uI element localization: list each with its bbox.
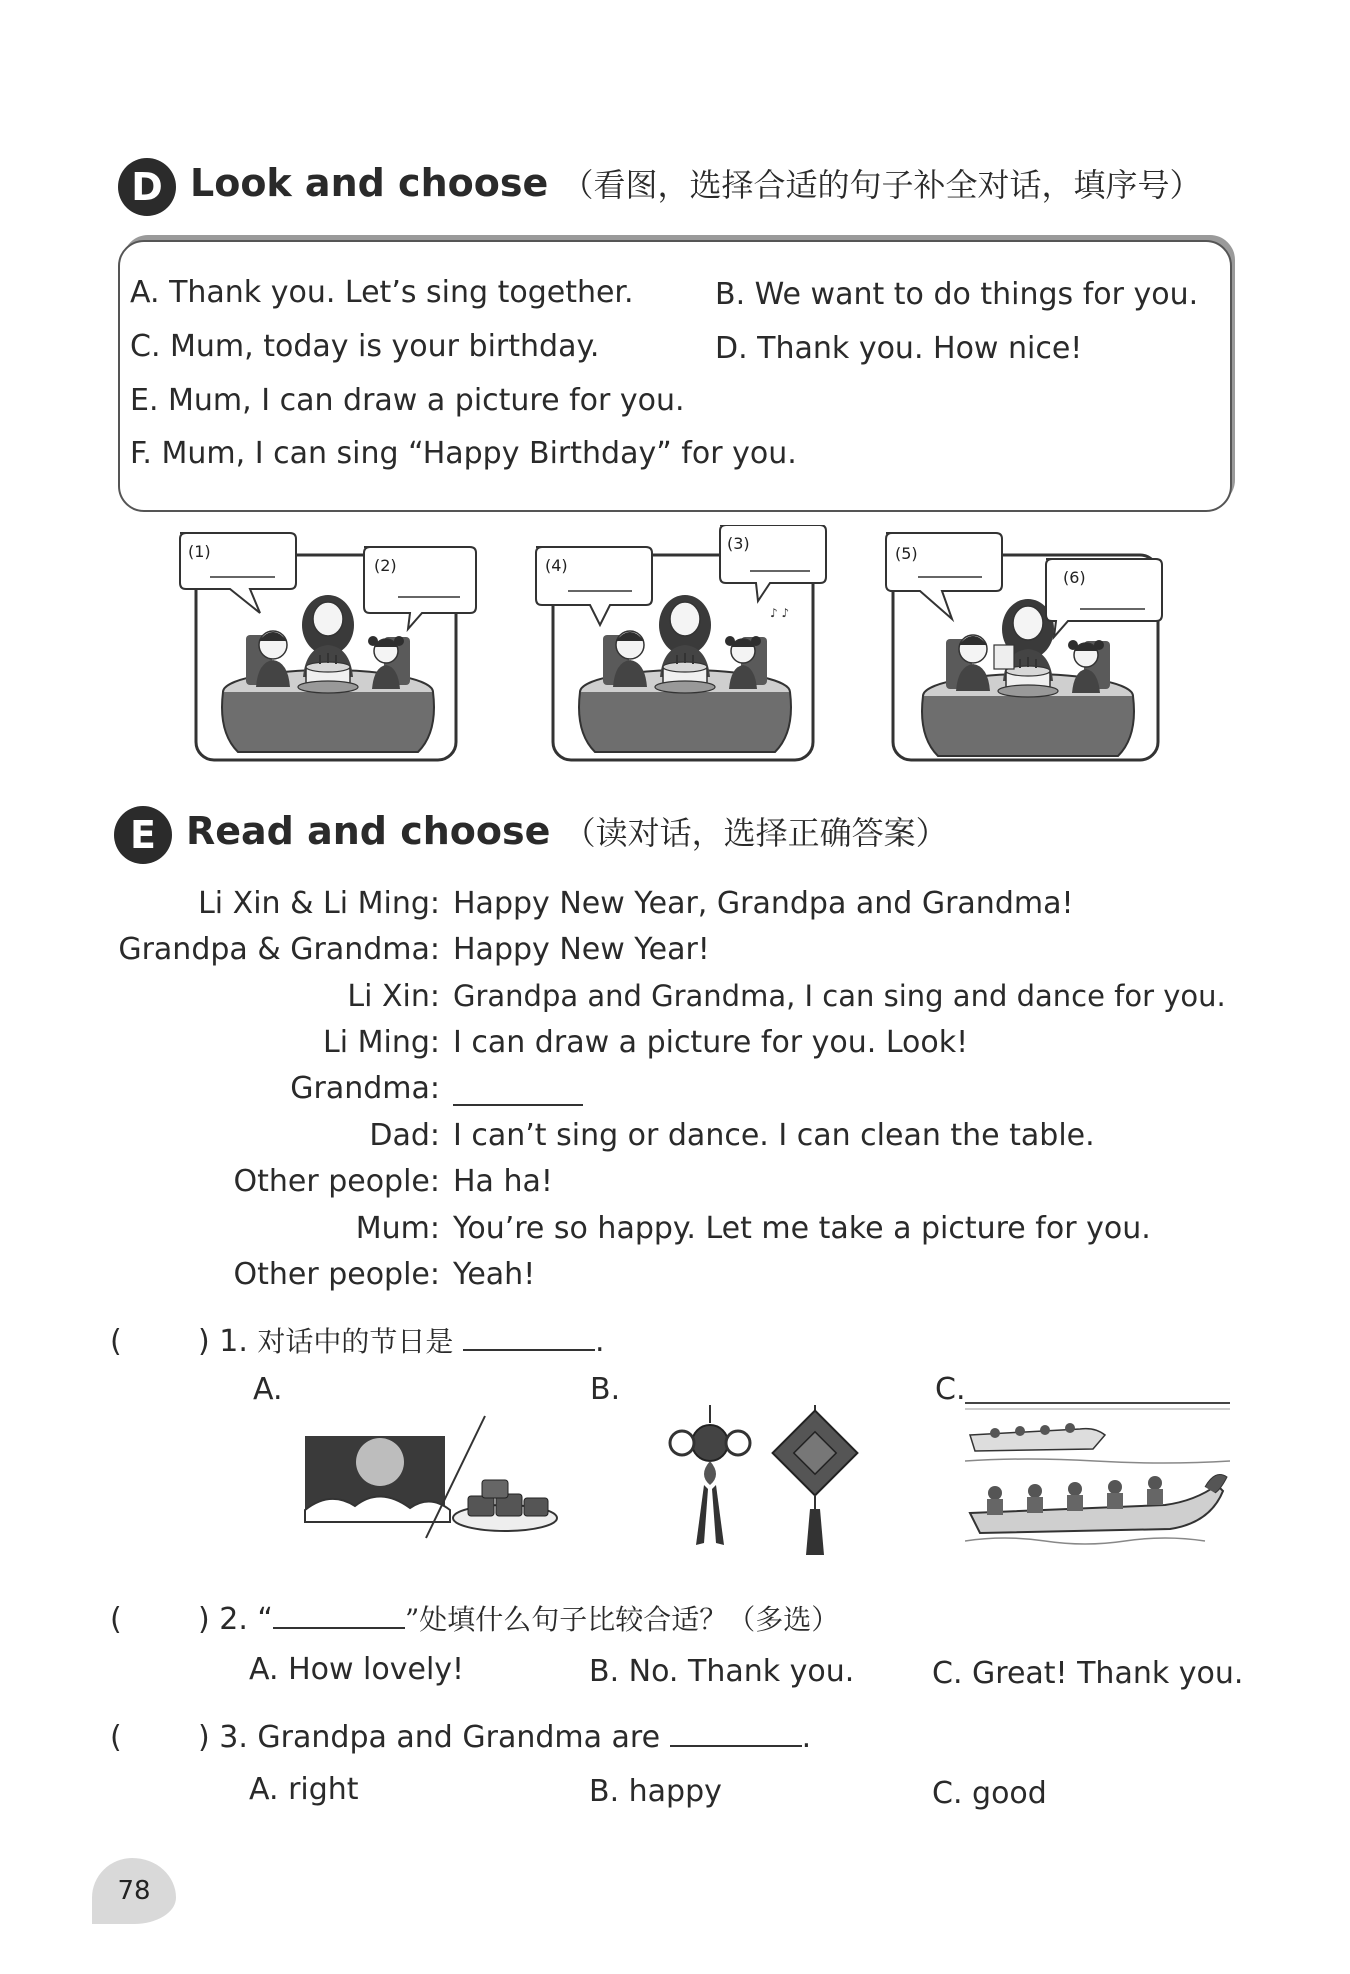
option-b: B. We want to do things for you. xyxy=(715,277,1199,312)
question-1 xyxy=(110,1320,605,1360)
dialogue-speaker-7: Other people: xyxy=(233,1164,440,1199)
q1-choice-a-label: A. xyxy=(253,1372,283,1407)
q1-choice-c-label: C. xyxy=(935,1372,966,1407)
question-2-text: ”处填什么句子比较合适？（多选） xyxy=(404,1603,840,1636)
question-1-text: 对话中的节日是 xyxy=(257,1325,454,1358)
q3-choice-b: B. happy xyxy=(589,1774,722,1809)
dialogue-line-6: I can’t sing or dance. I can clean the table. xyxy=(453,1118,1095,1153)
q2-choice-c: C. Great! Thank you. xyxy=(932,1656,1244,1691)
question-3-number: 3. xyxy=(219,1720,248,1755)
section-e-badge: E xyxy=(114,806,172,864)
dialogue-line-7: Ha ha! xyxy=(453,1164,553,1199)
question-1-paren[interactable]: ( ) xyxy=(110,1324,210,1359)
q1-choice-b-label: B. xyxy=(590,1372,621,1407)
section-d-title-text: Look and choose xyxy=(190,161,549,205)
section-e-title-text: Read and choose xyxy=(186,809,551,853)
chinese-knot-image xyxy=(650,1405,875,1555)
question-3-blank xyxy=(670,1745,802,1747)
section-d-title xyxy=(190,160,1202,206)
question-2 xyxy=(110,1598,839,1638)
dialogue-line-8: You’re so happy. Let me take a picture for you. xyxy=(453,1211,1151,1246)
dialogue-speaker-1: Li Xin & Li Ming: xyxy=(198,886,440,921)
option-d: D. Thank you. How nice! xyxy=(715,331,1083,366)
question-1-number: 1. xyxy=(219,1324,248,1359)
dialogue-line-1: Happy New Year, Grandpa and Grandma! xyxy=(453,886,1074,921)
option-f: F. Mum, I can sing “Happy Birthday” for you. xyxy=(130,436,797,471)
question-3-end: . xyxy=(801,1720,812,1755)
dialogue-line-2: Happy New Year! xyxy=(453,932,710,967)
section-e-subtitle: （读对话，选择正确答案） xyxy=(563,814,948,852)
question-1-end: . xyxy=(594,1324,605,1359)
question-2-blank xyxy=(273,1627,405,1629)
option-c: C. Mum, today is your birthday. xyxy=(130,329,600,364)
bubble-2-label: (2) xyxy=(374,556,397,575)
section-d-badge: D xyxy=(118,158,176,216)
q3-choice-c: C. good xyxy=(932,1776,1047,1811)
section-e-title xyxy=(186,808,948,854)
dragon-boat-image xyxy=(965,1395,1230,1555)
question-1-blank xyxy=(463,1349,595,1351)
bubble-4-label: (4) xyxy=(545,556,568,575)
grandma-answer-blank[interactable] xyxy=(453,1104,583,1106)
dialogue-speaker-4: Li Ming: xyxy=(323,1025,440,1060)
birthday-illustrations xyxy=(170,525,1170,765)
question-3-text: Grandpa and Grandma are xyxy=(257,1720,661,1755)
page-number: 78 xyxy=(92,1858,176,1924)
mid-autumn-image xyxy=(300,1410,565,1540)
dialogue-speaker-8: Mum: xyxy=(355,1211,440,1246)
q2-choice-a: A. How lovely! xyxy=(249,1652,465,1687)
section-d-subtitle: （看图，选择合适的句子补全对话，填序号） xyxy=(561,166,1202,204)
dialogue-speaker-3: Li Xin: xyxy=(347,979,440,1014)
bubble-1-label: (1) xyxy=(188,542,211,561)
q2-choice-b: B. No. Thank you. xyxy=(589,1654,855,1689)
question-2-open-quote: “ xyxy=(257,1602,273,1637)
dialogue-line-4: I can draw a picture for you. Look! xyxy=(453,1025,969,1060)
question-2-paren[interactable]: ( ) xyxy=(110,1602,210,1637)
question-3 xyxy=(110,1720,811,1755)
question-3-paren[interactable]: ( ) xyxy=(110,1720,210,1755)
dialogue-speaker-5: Grandma: xyxy=(290,1071,440,1106)
bubble-3-label: (3) xyxy=(727,534,750,553)
dialogue-line-3: Grandpa and Grandma, I can sing and dance for you. xyxy=(453,979,1226,1013)
dialogue-speaker-6: Dad: xyxy=(369,1118,440,1153)
q3-choice-a: A. right xyxy=(249,1772,359,1807)
question-2-number: 2. xyxy=(219,1602,248,1637)
dialogue-speaker-2: Grandpa & Grandma: xyxy=(118,932,440,967)
svg-text:♪ ♪: ♪ ♪ xyxy=(770,606,790,620)
dialogue-speaker-9: Other people: xyxy=(233,1257,440,1292)
option-e: E. Mum, I can draw a picture for you. xyxy=(130,383,685,418)
bubble-5-label: (5) xyxy=(895,544,918,563)
dialogue-line-9: Yeah! xyxy=(453,1257,536,1292)
bubble-6-label: (6) xyxy=(1063,568,1086,587)
option-a: A. Thank you. Let’s sing together. xyxy=(130,275,634,310)
